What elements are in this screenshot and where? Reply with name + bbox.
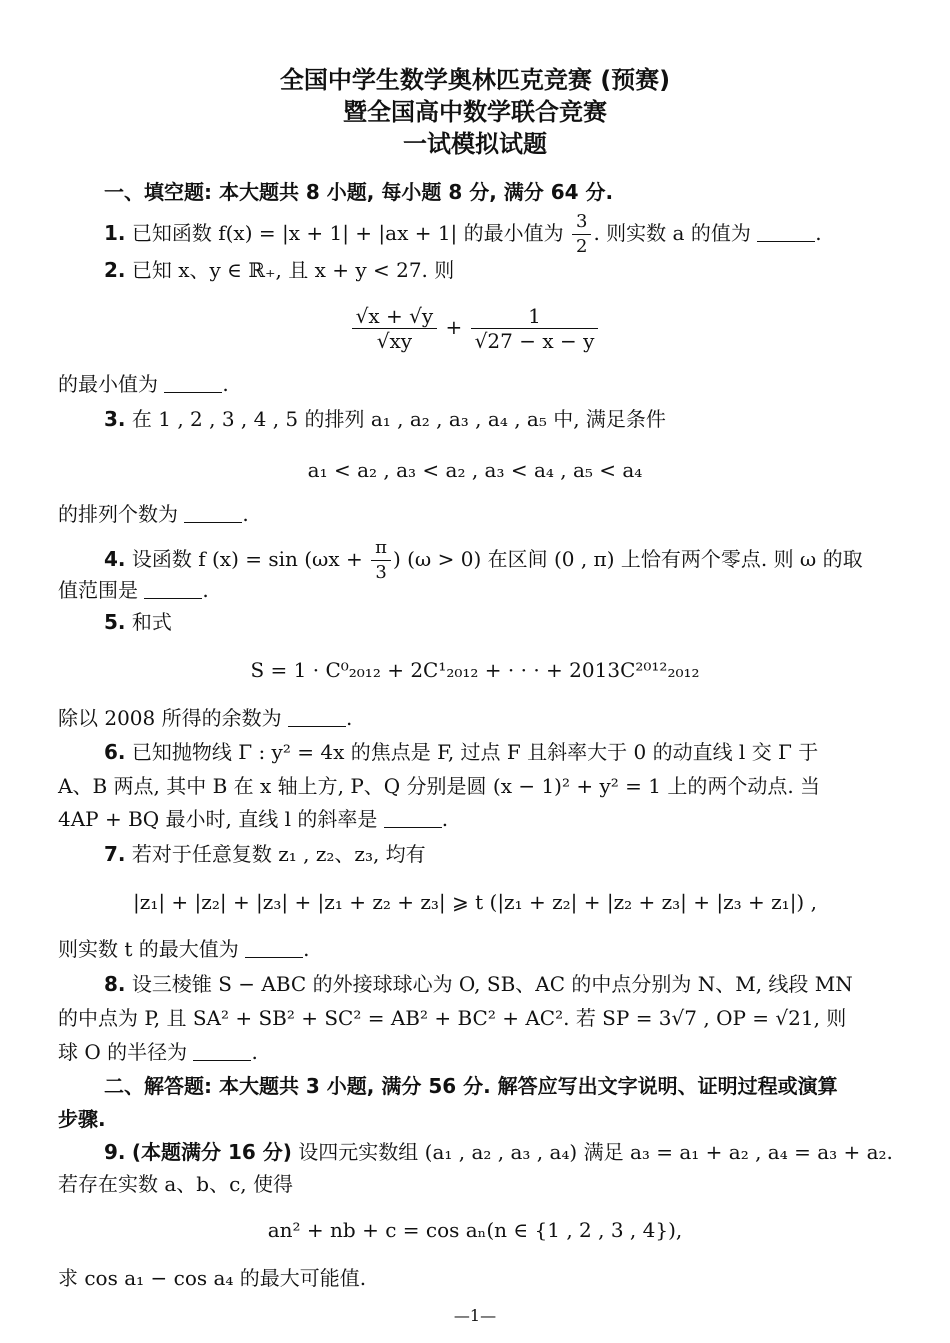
problem-number: 4. xyxy=(104,547,126,571)
problem-number: 6. xyxy=(104,740,126,764)
answer-blank[interactable] xyxy=(245,937,303,958)
fraction-1: $\frac{√x + √y}{√xy}$ xyxy=(352,304,438,353)
problem-8-line-3: 球 O 的半径为 . xyxy=(58,1040,258,1064)
problem-9-line-2: 若存在实数 a、b、c, 使得 xyxy=(58,1172,293,1196)
problem-number: 9. xyxy=(104,1140,126,1164)
answer-blank[interactable] xyxy=(384,807,442,828)
title-line-3: 一试模拟试题 xyxy=(403,130,547,158)
problem-3 xyxy=(58,403,892,435)
problem-number: 8. xyxy=(104,972,126,996)
answer-blank[interactable] xyxy=(184,502,242,523)
problem-8: 8. 设三棱锥 S − ABC 的外接球球心为 O, SB、AC 的中点分别为 N、M, 线段 MN xyxy=(104,972,853,996)
fraction: $\frac{\pi}{3}$ xyxy=(371,536,391,585)
problem-7: 7. 若对于任意复数 z₁ , z₂、z₃, 均有 xyxy=(104,842,426,866)
problem-5: 5. 和式 xyxy=(104,610,172,634)
answer-blank[interactable] xyxy=(164,372,222,393)
problem-2-tail: 的最小值为 . xyxy=(58,372,229,396)
problem-7-tail: 则实数 t 的最大值为 . xyxy=(58,937,310,961)
section-1-heading: 一、填空题: 本大题共 8 小题, 每小题 8 分, 满分 64 分. xyxy=(104,180,614,204)
problem-9-score: (本题满分 16 分) xyxy=(131,1140,292,1164)
problem-number: 7. xyxy=(104,842,126,866)
problem-2-text: 已知 x、y ∈ ℝ₊, 且 x + y < 27. 则 xyxy=(131,258,455,282)
problem-5-formula: S = 1 · C⁰₂₀₁₂ + 2C¹₂₀₁₂ + · · · + 2013C²⁰¹²₂₀₁₂ xyxy=(250,658,700,682)
title-line-1: 全国中学生数学奥林匹克竞赛 (预赛) xyxy=(279,66,671,94)
section-2-heading: 二、解答题: 本大题共 3 小题, 满分 56 分. 解答应写出文字说明、证明过程或演算 xyxy=(104,1074,838,1098)
answer-blank[interactable] xyxy=(757,221,815,242)
section-2-heading-cont: 步骤. xyxy=(58,1107,106,1131)
problem-4-line-2: 值范围是 . xyxy=(58,578,209,602)
problem-number: 5. xyxy=(104,610,126,634)
problem-number: 1. xyxy=(104,221,126,245)
answer-blank[interactable] xyxy=(288,706,346,727)
problem-6: 6. 已知抛物线 Γ : y² = 4x 的焦点是 F, 过点 F 且斜率大于 0 的动直线 l 交 Γ 于 xyxy=(104,740,819,764)
problem-3-text: 在 1 , 2 , 3 , 4 , 5 的排列 a₁ , a₂ , a₃ , a₄ , a₅ 中, 满足条件 xyxy=(131,407,666,431)
problem-9: 9. (本题满分 16 分) 设四元实数组 (a₁ , a₂ , a₃ , a₄) 满足 a₃ = a₁ + a₂ , a₄ = a₃ + a₂. xyxy=(104,1140,893,1164)
answer-blank[interactable] xyxy=(144,578,202,599)
problem-6-line-2: A、B 两点, 其中 B 在 x 轴上方, P、Q 分别是圆 (x − 1)² + y² = 1 上的两个动点. 当 xyxy=(58,774,821,798)
problem-2 xyxy=(58,254,892,286)
problem-1-text: 已知函数 f(x) = |x + 1| + |ax + 1| 的最小值为 xyxy=(131,221,564,245)
problem-3-tail: 的排列个数为 . xyxy=(58,502,249,526)
fraction: $\frac{3}{2}$ xyxy=(572,210,591,259)
problem-8-line-2: 的中点为 P, 且 SA² + SB² + SC² = AB² + BC² + AC². 若 SP = 3√7 , OP = √21, 则 xyxy=(58,1006,847,1030)
answer-blank[interactable] xyxy=(193,1040,251,1061)
problem-number: 3. xyxy=(104,407,126,431)
title-line-2: 暨全国高中数学联合竞赛 xyxy=(343,98,607,126)
problem-2-formula: $\frac{√x + √y}{√xy}$ + $\frac{1}{√27 - x - y}$ xyxy=(0,300,950,354)
problem-3-formula: a₁ < a₂ , a₃ < a₂ , a₃ < a₄ , a₅ < a₄ xyxy=(307,458,643,482)
problem-number: 2. xyxy=(104,258,126,282)
problem-4: 4. 设函数 f (x) = sin (ωx + $\frac{\pi}{3}$ ) (ω > 0) 在区间 (0 , π) 上恰有两个零点. 则 ω 的取 xyxy=(104,537,863,583)
problem-6-line-3: 4AP + BQ 最小时, 直线 l 的斜率是 . xyxy=(58,807,449,831)
fraction-2: $\frac{1}{√27 - x - y}$ xyxy=(471,304,599,353)
problem-9-tail: 求 cos a₁ − cos a₄ 的最大可能值. xyxy=(58,1266,367,1290)
problem-5-tail: 除以 2008 所得的余数为 . xyxy=(58,706,353,730)
problem-9-formula: an² + nb + c = cos aₙ(n ∈ {1 , 2 , 3 , 4}), xyxy=(267,1218,683,1242)
problem-7-formula: |z₁| + |z₂| + |z₃| + |z₁ + z₂ + z₃| ⩾ t (|z₁ + z₂| + |z₂ + z₃| + |z₃ + z₁|) , xyxy=(133,890,817,914)
problem-1: 1. 已知函数 f(x) = |x + 1| + |ax + 1| 的最小值为 $\frac{3}{2}$ . 则实数 a 的值为 . xyxy=(104,211,822,257)
page-number: —1— xyxy=(453,1306,497,1325)
